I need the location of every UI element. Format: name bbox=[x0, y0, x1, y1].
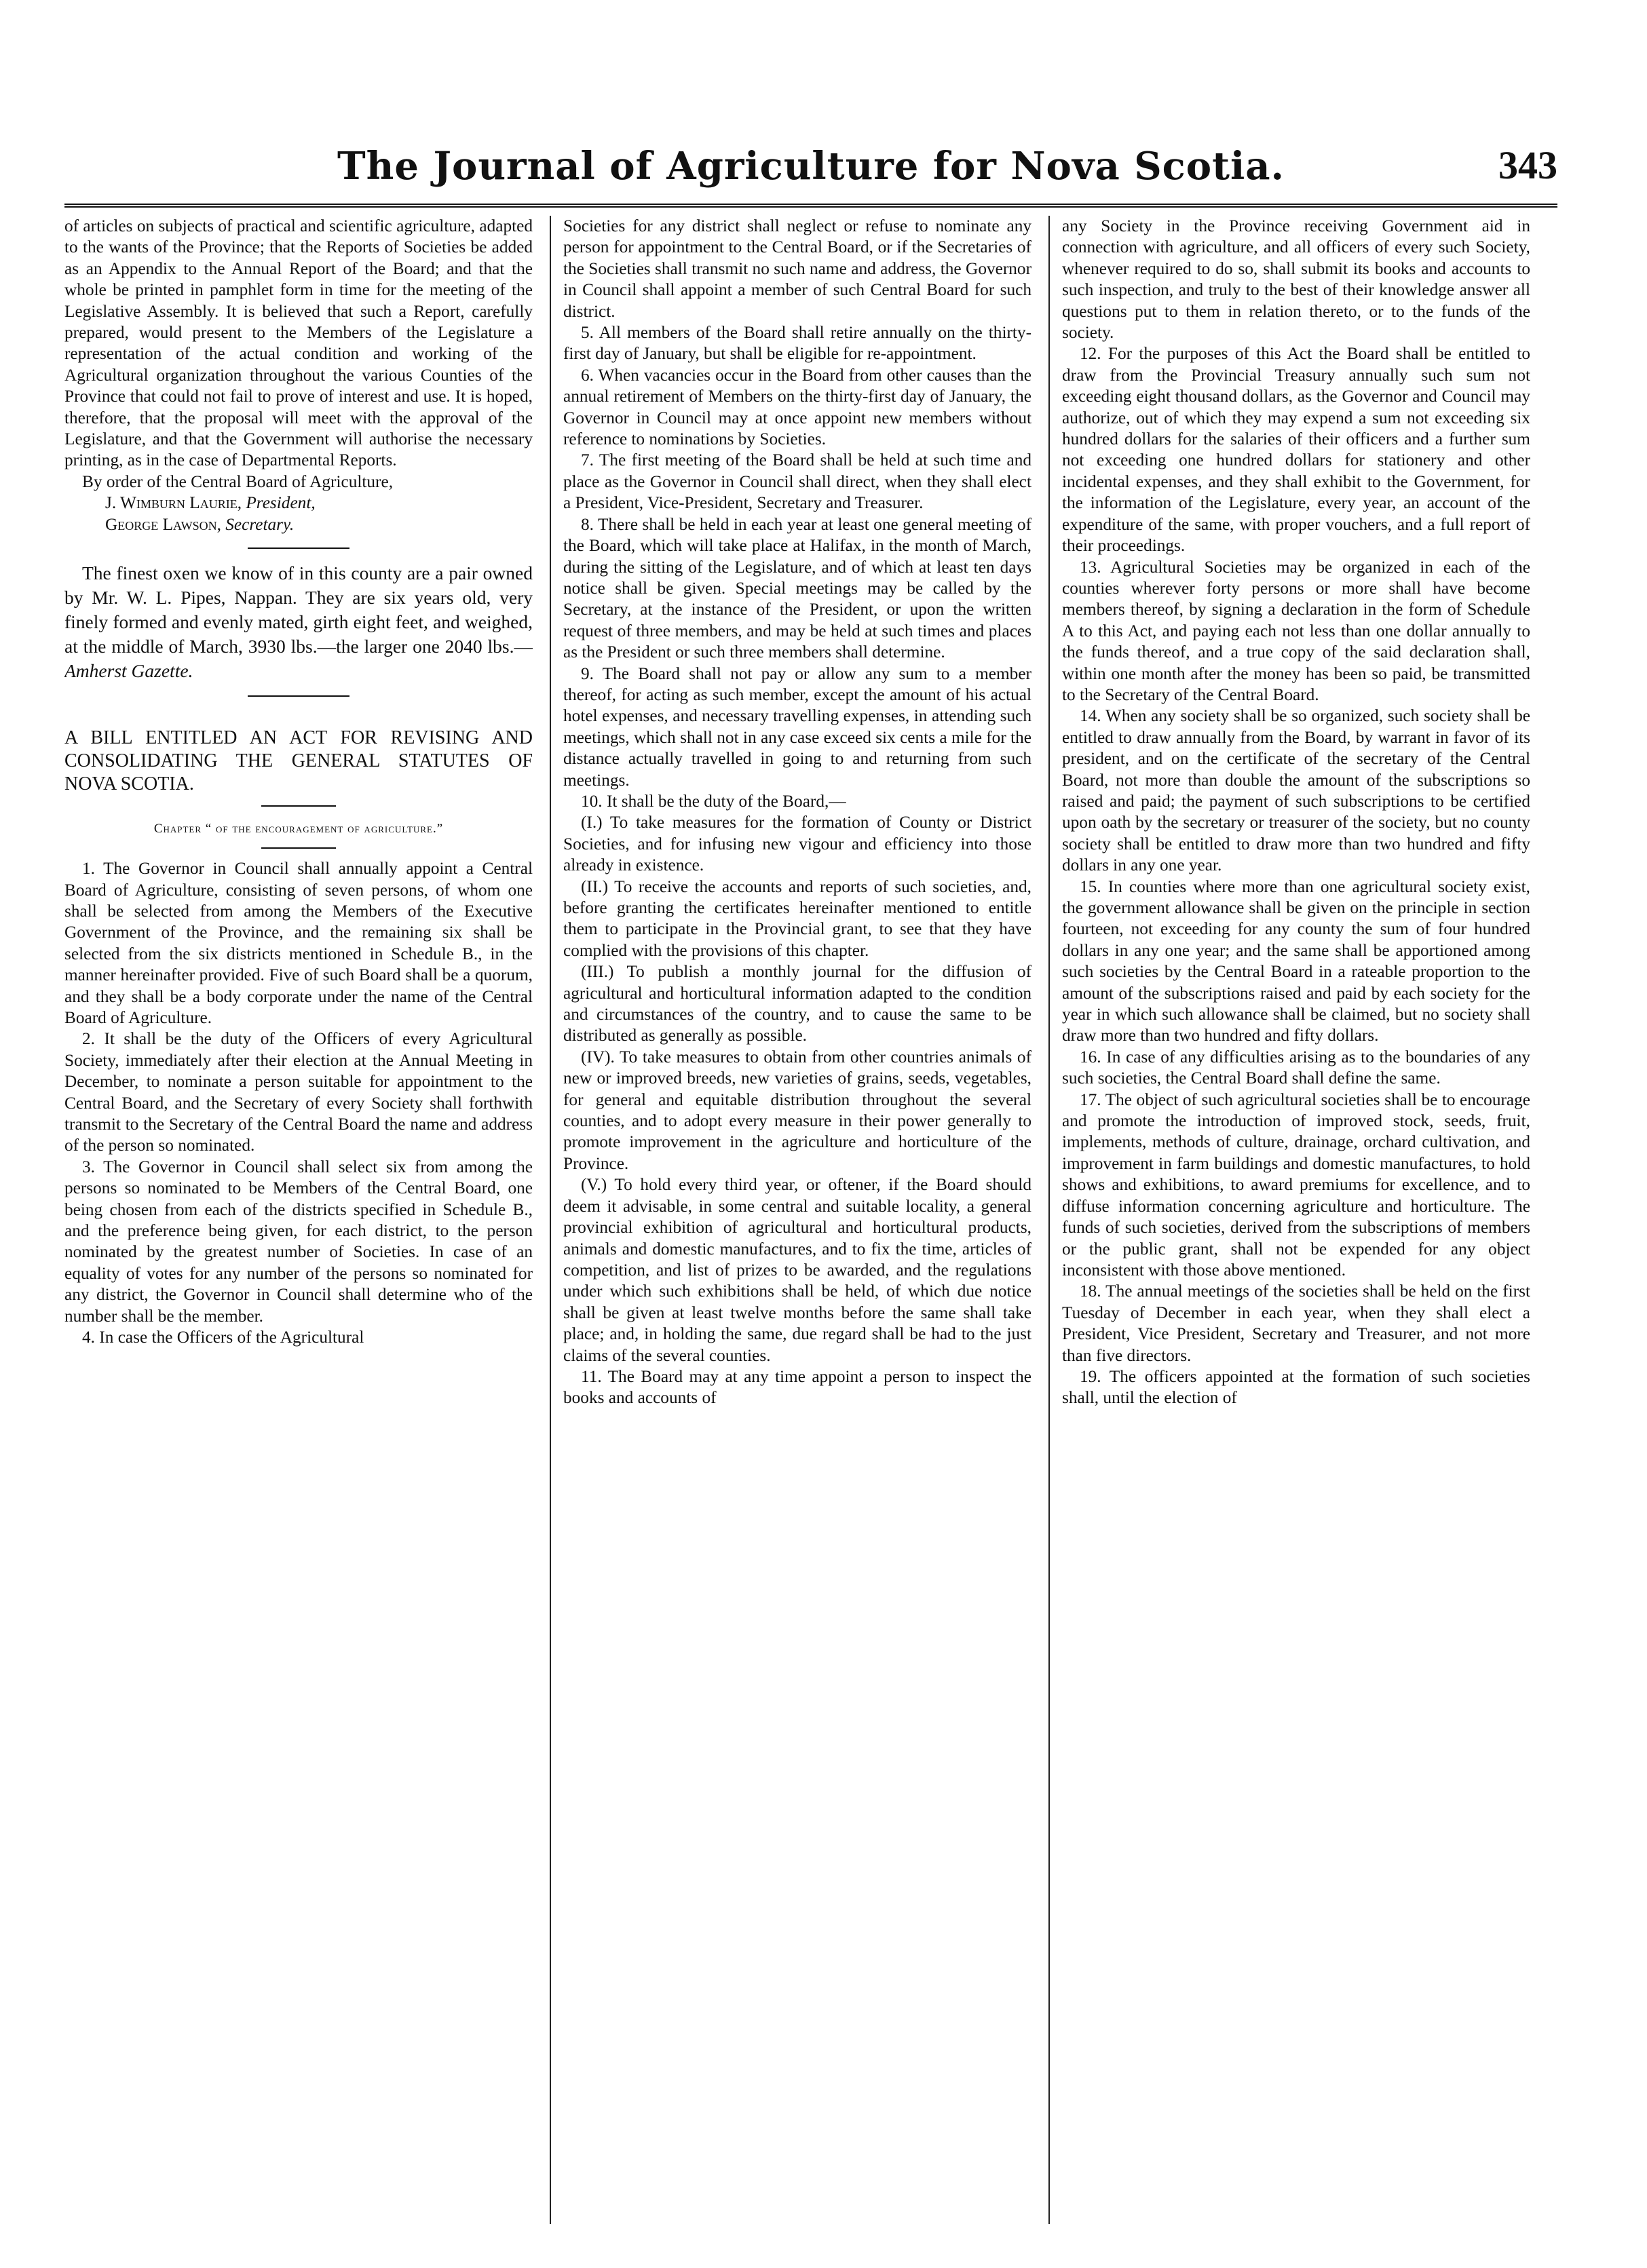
section-3: 3. The Governor in Council shall select six from among the persons so nominated to be Members of the Central Board, one being chosen from each of the districts specified in Schedule B., and the preference being given, for each district, to the person nominated by the greatest number of Societies. In case of an equality of votes for any number of the persons so nominated for any district, the Governor in Council shall determine who of the number shall be the member. bbox=[64, 1157, 533, 1326]
section-divider bbox=[261, 847, 336, 849]
section-16: 16. In case of any difficulties arising as to the boundaries of any such societies, the Central Board shall define the same. bbox=[1062, 1047, 1530, 1088]
section-15: 15. In counties where more than one agricultural society exist, the government allowance shall be given on the principle in section fourteen, not exceeding for any county the sum of four hundred dollars in any one year; and the same shall be apportioned among such societies by the Central Board in a rateable proportion to the amount of the subscriptions raised and paid by each society for the year in which such allowance shall be claimed, but no society shall draw more than two hundred and fifty dollars. bbox=[1062, 877, 1530, 1045]
section-divider bbox=[248, 547, 349, 549]
duty-item-5: (V.) To hold every third year, or oftener, if the Board should deem it advisable, in some central and suitable locality, a general provincial exhibition of agricultural and horticultural products, animals and domestic manufactures, and to fix the time, articles of competition, and list of prizes to be awarded, and the regulations under which such exhibitions shall be held, of which due notice shall be given at least twelve months before the same shall take place; and, in holding the same, due regard shall be had to the just claims of the several counties. bbox=[563, 1175, 1031, 1365]
section-5: 5. All members of the Board shall retire annually on the thirty-first day of January, but shall be eligible for re-appointment. bbox=[563, 323, 1031, 364]
journal-title: The Journal of Agriculture for Nova Scotia. bbox=[337, 144, 1285, 189]
column-rule bbox=[550, 216, 551, 2224]
section-divider bbox=[248, 695, 349, 697]
section-6: 6. When vacancies occur in the Board from other causes than the annual retirement of Members on the thirty-first day of January, the Governor in Council may at once appoint new members without reference to nominations by Societies. bbox=[563, 365, 1031, 449]
duty-item-4: (IV). To take measures to obtain from other countries animals of new or improved breeds, new varieties of grains, seeds, vegetables, for general and equitable distribution throughout the several counties, and to adopt every measure in their power generally to promote improvement in the agriculture and horticulture of the Province. bbox=[563, 1047, 1031, 1173]
page-header bbox=[64, 122, 1557, 197]
section-13: 13. Agricultural Societies may be organized in each of the counties wherever forty persons or more shall have become members thereof, by signing a declaration in the form of Schedule A to this Act, and paying each not less than one dollar annually to the funds thereof, and a true copy of the said declaration shall, within one month after the money has been so paid, be transmitted to the Secretary of the Central Board. bbox=[1062, 557, 1530, 704]
paragraph-report-continuation: of articles on subjects of practical and scientific agriculture, adapted to the wants of the Province; that the Reports of Societies be added as an Appendix to the Annual Report of the Board; and that the whole be printed in pamphlet form in time for the meeting of the Legislative Assembly. It is believed that such a Report, carefully prepared, would present to the Members of the Legislature a representation of the actual condition and working of the Agricultural organization throughout the various Counties of the Province that could not fail to prove of interest and use. It is hoped, therefore, that the proposal will meet with the approval of the Legislature, and that the Government will authorise the necessary printing, as in the case of Departmental Reports. bbox=[64, 216, 533, 470]
column-left bbox=[64, 216, 533, 2224]
section-1: 1. The Governor in Council shall annually appoint a Central Board of Agriculture, consisting of seven persons, of whom one shall be selected from among the Members of the Executive Government of the Province, and the remaining six shall be selected from the six districts mentioned in Schedule B., in the manner hereinafter provided. Five of such Board shall be a quorum, and they shall be a body corporate under the name of the Central Board of Agriculture. bbox=[64, 859, 533, 1027]
oxen-note-source: Amherst Gazette. bbox=[64, 660, 193, 682]
signature-president bbox=[64, 493, 533, 514]
section-12: 12. For the purposes of this Act the Board shall be entitled to draw from the Provincial Treasury annually such sum not exceeding eight thousand dollars, as the Governor and Council may authorize, out of which they may expend a sum not exceeding six hundred dollars for the salaries of their officers and a further sum not exceeding one hundred dollars for stationery and other incidental expenses, and they shall exhibit to the Government, for the information of the Legislature, every year, an account of the expenditure of the same, with proper vouchers, and a full report of their proceedings. bbox=[1062, 344, 1530, 556]
section-18: 18. The annual meetings of the societies shall be held on the first Tuesday of December in each year, when they shall elect a President, Vice President, Secretary and Treasurer, and not more than five directors. bbox=[1062, 1282, 1530, 1365]
duty-item-1: (I.) To take measures for the formation of County or District Societies, and for infusing new vigour and efficiency into those already in existence. bbox=[563, 813, 1031, 875]
section-4-continuation: Societies for any district shall neglect or refuse to nominate any person for appointment to the Central Board, or if the Secretaries of the Societies shall transmit no such name and address, the Governor in Council shall appoint a member of such Central Board for such district. bbox=[563, 216, 1031, 321]
section-10: 10. It shall be the duty of the Board,— bbox=[581, 791, 846, 811]
signature-block bbox=[64, 493, 533, 535]
section-17: 17. The object of such agricultural societies shall be to encourage and promote the introduction of improved stock, seeds, fruit, implements, methods of culture, drainage, orchard cultivation, and improvement in farm buildings and domestic manufactures, to hold shows and exhibitions, to award premiums for excellence, and to diffuse information concerning agriculture and horticulture. The funds of such societies, derived from the subscriptions of members or the public grant, shall not be expended for any object inconsistent with those above mentioned. bbox=[1062, 1090, 1530, 1280]
oxen-note-text: The finest oxen we know of in this county are a pair owned by Mr. W. L. Pipes, Nappan. They are six years old, very finely formed and evenly mated, girth eight feet, and weighed, at the middle of March, 3930 lbs.—the larger one 2040 lbs.— bbox=[64, 562, 533, 657]
column-middle bbox=[563, 216, 1031, 2224]
section-11-continuation: any Society in the Province receiving Government aid in connection with agriculture, and all officers of every such Society, whenever required to do so, shall submit its books and accounts to such inspection, and truly to the best of their knowledge answer all questions put to them in relation thereto, or to the funds of the society. bbox=[1062, 216, 1530, 343]
duty-item-2: (II.) To receive the accounts and reports of such societies, and, before granting the certificates hereinafter mentioned to entitle them to participate in the Provincial grant, to see that they have complied with the provisions of this chapter. bbox=[563, 877, 1031, 960]
section-2: 2. It shall be the duty of the Officers of every Agricultural Society, immediately after their election at the Annual Meeting in December, to nominate a person suitable for appointment to the Central Board, and the Secretary of every Society shall forthwith transmit to the Secretary of the Central Board the name and address of the person so nominated. bbox=[64, 1029, 533, 1155]
signature-secretary bbox=[64, 514, 533, 535]
secretary-name: George Lawson, bbox=[105, 514, 221, 534]
section-19: 19. The officers appointed at the formation of such societies shall, until the election of bbox=[1062, 1366, 1530, 1408]
section-7: 7. The first meeting of the Board shall be held at such time and place as the Governor in Council shall direct, when they shall elect a President, Vice-President, Secretary and Treasurer. bbox=[563, 450, 1031, 513]
header-rule bbox=[64, 204, 1557, 208]
president-name: J. Wimburn Laurie, bbox=[105, 493, 242, 513]
oxen-note bbox=[64, 561, 533, 683]
section-14: 14. When any society shall be so organized, such society shall be entitled to draw annually from the Board, by warrant in favor of its president, and on the certificate of the secretary of the Central Board, not more than double the amount of the subscriptions so raised and paid; the payment of such subscriptions to be certified upon oath by the secretary or treasurer of the society, but no county society shall be entitled to draw more than two hundred and fifty dollars in any one year. bbox=[1062, 706, 1530, 875]
section-11: 11. The Board may at any time appoint a person to inspect the books and accounts of bbox=[563, 1366, 1031, 1408]
chapter-heading: Chapter “ of the encouragement of agriculture.” bbox=[153, 822, 444, 837]
order-line: By order of the Central Board of Agriculture, bbox=[82, 472, 394, 491]
section-8: 8. There shall be held in each year at least one general meeting of the Board, which will take place at Halifax, in the month of March, during the sitting of the Legislature, and of which at least ten days notice shall be given. Special meetings may be called by the Secretary, at the instance of the President, or upon the written request of three members, and may be held at such times and places as the President or such three members shall determine. bbox=[563, 514, 1031, 662]
section-4: 4. In case the Officers of the Agricultural bbox=[82, 1328, 364, 1347]
president-title: President, bbox=[246, 493, 316, 513]
page-number: 343 bbox=[1498, 143, 1557, 187]
duty-item-3: (III.) To publish a monthly journal for the diffusion of agricultural and horticultural information adapted to the condition and circumstances of the country, and to cause the same to be distributed as generally as possible. bbox=[563, 962, 1031, 1045]
secretary-title: Secretary. bbox=[225, 514, 295, 534]
column-rule bbox=[1048, 216, 1050, 2224]
bill-title: A BILL ENTITLED AN ACT FOR REVISING AND CONSOLIDATING THE GENERAL STATUTES OF NOVA SCOTIA. bbox=[64, 727, 533, 795]
section-9: 9. The Board shall not pay or allow any sum to a member thereof, for acting as such member, except the amount of his actual hotel expenses, and necessary travelling expenses, in attending such meetings, which shall not in any case exceed six cents a mile for the distance actually travelled in going to and returning from such meetings. bbox=[563, 664, 1031, 790]
section-divider bbox=[261, 805, 336, 807]
column-right bbox=[1062, 216, 1530, 2224]
